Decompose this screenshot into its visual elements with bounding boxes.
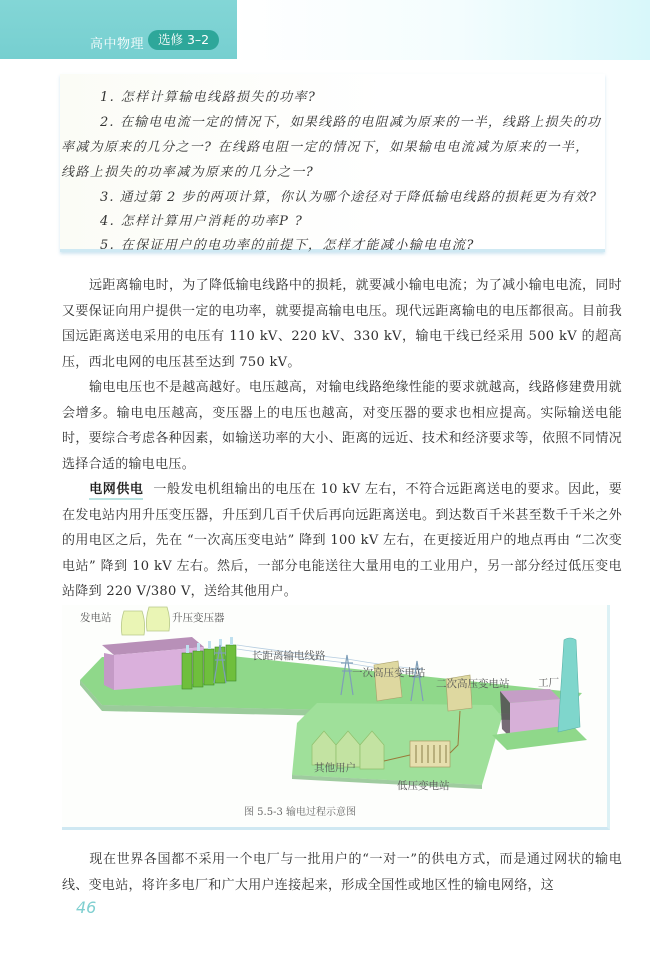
question-box [60,74,605,252]
question-4: 4. 怎样计算用户消耗的功率P ? [100,214,304,229]
label-factory: 工厂 [538,677,559,689]
label-low-voltage-substation: 低压变电站 [397,780,450,792]
transmission-illustration [62,605,610,805]
label-step-up-transformer: 升压变压器 [172,612,225,624]
paragraph-grid-supply [62,477,622,605]
header-tab [0,0,237,59]
label-secondary-substation: 二次高压变电站 [436,678,510,690]
figure-transmission-diagram [62,605,610,830]
section-heading: 电网供电 [89,482,143,500]
paragraph-text: 现在世界各国都不采用一个电厂与一批用户的“一对一”的供电方式，而是通过网状的输电线、变电站，将许多电厂和广大用户连接起来，形成全国性或地区性的输电网络，这 [62,852,622,893]
question-3: 3. 通过第 2 步的两项计算，你认为哪个途径对于降低输电线路的损耗更为有效? [100,190,597,205]
paragraph-text: 远距离输电时，为了降低输电线路中的损耗，就要减小输电电流；为了减小输电电流，同时又要保证向用户提供一定的电功率，就要提高输电电压。现代远距离输电的电压都很高。目前我国远距离送电采用的电压有 110 kV、220 kV、330 kV，输电干线已经采用 500 kV 的超高压，西北电网的电压甚至达到 750 kV。 [62,278,622,370]
label-power-plant: 发电站 [80,612,112,624]
figure-caption: 图 5.5-3 输电过程示意图 [244,807,357,818]
question-2-line-3: 线路上损失的功率减为原来的几分之一? [61,165,315,180]
cooling-tower-icon [146,607,169,631]
question-5: 5. 在保证用户的电功率的前提下，怎样才能减小输电电流? [100,238,475,253]
label-primary-substation: 一次高压变电站 [352,667,426,679]
paragraph-text: 一般发电机组输出的电压在 10 kV 左右，不符合远距离送电的要求。因此，要在发电站内用升压变压器，升压到几百千伏后再向远距离送电。到达数百千米甚至数千千米之外的用电区之后，先在 “一次高压变电站” 降到 100 kV 左右，在更接近用户的地点再由 “二次变电站” 降到 10 kV 左右。然后，一部分电能送往大量用电的工业用户，另一部分经过低压变电站降到 220 V/380 V，送给其他用户。 [62,482,623,599]
paragraph-text: 输电电压也不是越高越好。电压越高，对输电线路绝缘性能的要求就越高，线路修建费用就会增多。输电电压越高，变压器上的电压也越高，对变压器的要求也相应提高。实际输送电能时，要综合考虑各种因素，如输送功率的大小、距离的远近、技术和经济要求等，依照不同情况选择合适的输电电压。 [62,380,622,472]
question-2-line-1: 2. 在输电电流一定的情况下，如果线路的电阻减为原来的一半，线路上损失的功 [100,115,602,130]
question-1: 1. 怎样计算输电线路损失的功率? [100,90,317,105]
question-2-line-2: 率减为原来的几分之一? 在线路电阻一定的情况下，如果输电电流减为原来的一半， [61,140,590,155]
label-long-distance-line: 长距离输电线路 [252,650,326,662]
volume-badge: 选修 3–2 [148,30,219,50]
cooling-tower-icon [121,611,144,635]
label-other-users: 其他用户 [314,762,356,774]
chimney-icon [558,638,580,732]
paragraph-voltage-limits [62,375,622,477]
paragraph-long-distance [62,273,622,375]
book-title: 高中物理 [90,37,145,52]
paragraph-power-network [62,847,622,898]
page-number: 46 [76,898,97,917]
